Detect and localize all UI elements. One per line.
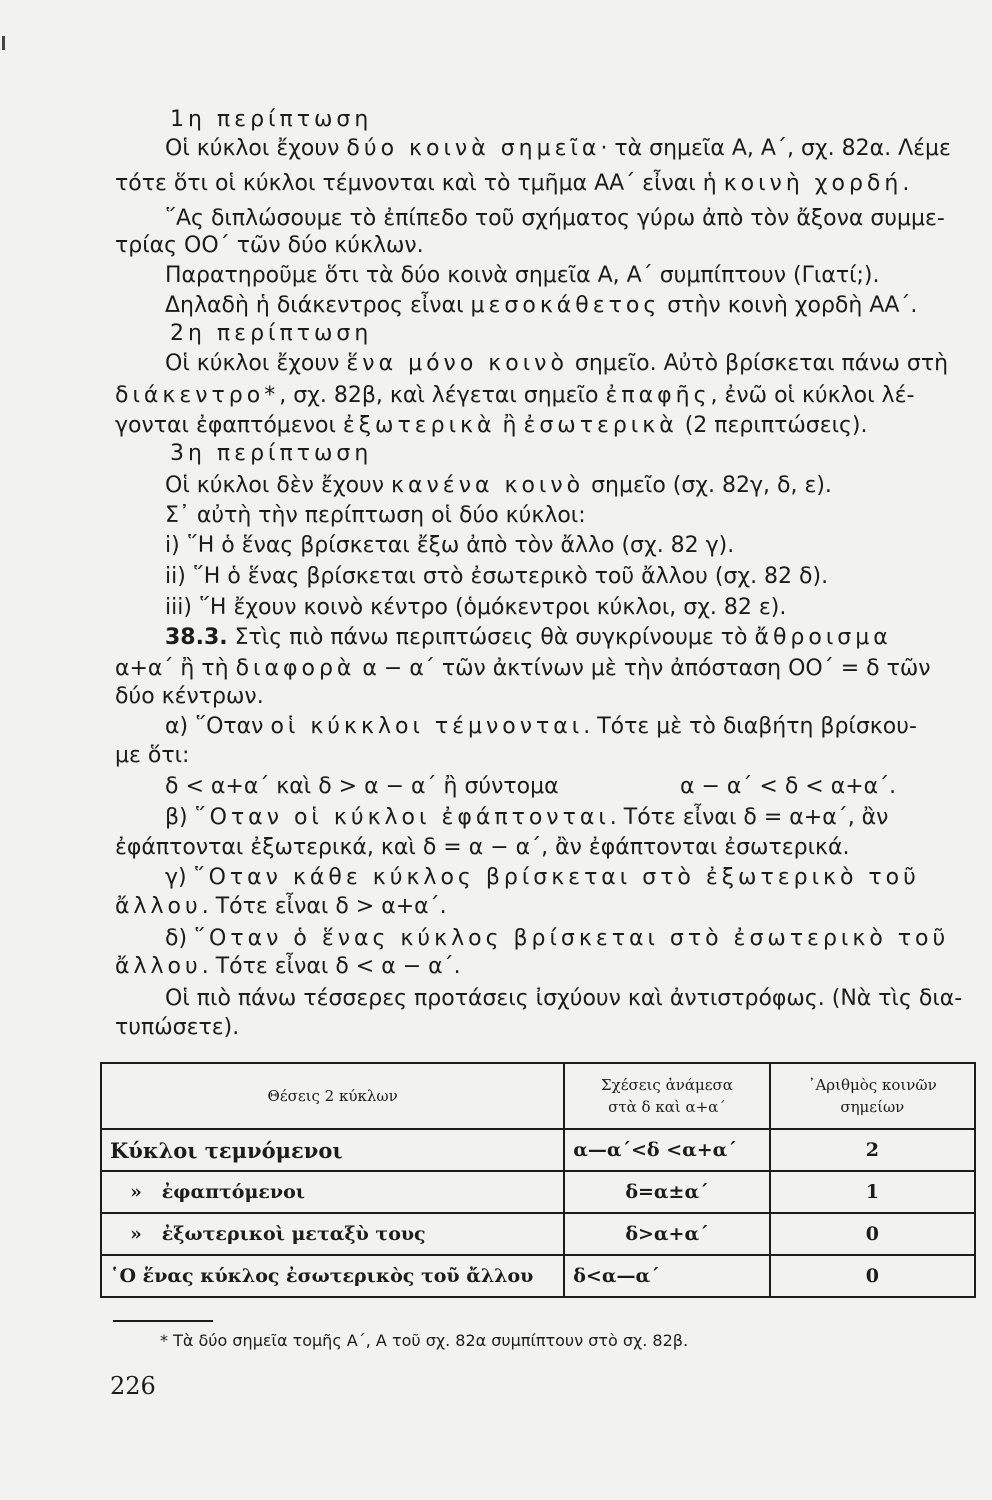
paragraph-line: Δηλαδὴ ἡ διάκεντρος εἶναι μεσοκάθετος στὴν κοινὴ χορδὴ ΑΑ΄. <box>165 293 918 318</box>
case-d: δ) ῞Οταν ὁ ἕνας κύκλος βρίσκεται στὸ ἐσωτερικὸ τοῦ <box>165 926 950 951</box>
case-b: β) ῞Οταν οἱ κύκλοι ἐφάπτονται. Τότε εἶναι δ = α+α΄, ἂν <box>165 805 889 830</box>
paragraph-line: διάκεντρο*, σχ. 82β, καὶ λέγεται σημεῖο ἐπαφῆς, ἐνῶ οἱ κύκλοι λέ- <box>115 383 915 408</box>
table-row <box>101 1213 975 1255</box>
row-relation: δ>α+α΄ <box>564 1213 769 1255</box>
list-item: i) ῞Η ὁ ἕνας βρίσκεται ἔξω ἀπὸ τὸν ἄλλο (σχ. 82 γ). <box>165 533 735 558</box>
list-item: iii) ῞Η ἔχουν κοινὸ κέντρο (ὁμόκεντροι κύκλοι, σχ. 82 ε). <box>165 595 787 620</box>
inequality-line: δ < α+α΄ καὶ δ > α − α΄ ἢ σύντομα α − α΄ < δ < α+α΄. <box>165 774 897 799</box>
row-count: 0 <box>770 1213 975 1255</box>
case-c: γ) ῞Οταν κάθε κύκλος βρίσκεται στὸ ἐξωτερικὸ τοῦ <box>165 865 920 890</box>
paragraph-line: τρίας ΟΟ΄ τῶν δύο κύκλων. <box>115 233 424 258</box>
table-header-row <box>101 1063 975 1129</box>
paragraph-line: γονται ἐφαπτόμενοι ἐξωτερικὰ ἢ ἐσωτερικὰ (2 περιπτώσεις). <box>115 413 868 438</box>
header-positions: Θέσεις 2 κύκλων <box>101 1063 564 1129</box>
paragraph-line: ἄλλου. Τότε εἶναι δ > α+α΄. <box>115 894 447 919</box>
header-relations: Σχέσεις ἀνάμεσα στὰ δ καὶ α+α΄ <box>564 1063 769 1129</box>
row-relation: δ<α—α΄ <box>564 1255 769 1297</box>
paragraph-line: τότε ὅτι οἱ κύκλοι τέμνονται καὶ τὸ τμῆμα ΑΑ΄ εἶναι ἡ κοινὴ χορδή. <box>115 171 910 196</box>
paragraph-line: Οἱ κύκλοι ἔχουν ἕνα μόνο κοινὸ σημεῖο. Αὐτὸ βρίσκεται πάνω στὴ <box>165 351 949 376</box>
paragraph-line: ῞Ας διπλώσουμε τὸ ἐπίπεδο τοῦ σχήματος γύρω ἀπὸ τὸν ἄξονα συμμε- <box>165 206 945 231</box>
paragraph-line: ἄλλου. Τότε εἶναι δ < α − α΄. <box>115 954 461 979</box>
table-row <box>101 1255 975 1297</box>
table-row <box>101 1129 975 1171</box>
row-position: » ἐξωτερικοὶ μεταξὺ τους <box>101 1213 564 1255</box>
row-relation: α—α΄<δ <α+α΄ <box>564 1129 769 1171</box>
paragraph-line: Παρατηροῦμε ὅτι τὰ δύο κοινὰ σημεῖα Α, Α΄ συμπίπτουν (Γιατί;). <box>165 263 880 288</box>
paragraph-line: Οἱ κύκλοι ἔχουν δύο κοινὰ σημεῖα· τὰ σημεῖα Α, Α΄, σχ. 82α. Λέμε <box>165 136 951 161</box>
case-a: α) ῞Οταν οἱ κύκκλοι τέμνονται. Τότε μὲ τὸ διαβήτη βρίσκου- <box>165 714 917 739</box>
table-row <box>101 1171 975 1213</box>
footnote: * Τὰ δύο σημεῖα τομῆς Α΄, Α τοῦ σχ. 82α συμπίπτουν στὸ σχ. 82β. <box>160 1331 689 1350</box>
list-item: ii) ῞Η ὁ ἕνας βρίσκεται στὸ ἐσωτερικὸ τοῦ ἄλλου (σχ. 82 δ). <box>165 564 829 589</box>
case-3-heading: 3η περίπτωση <box>170 441 373 466</box>
row-count: 0 <box>770 1255 975 1297</box>
section-38-3: 38.3. Στὶς πιὸ πάνω περιπτώσεις θὰ συγκρίνουμε τὸ ἄθροισμα <box>165 625 892 650</box>
row-position: Κύκλοι τεμνόμενοι <box>101 1129 564 1171</box>
margin-mark <box>2 36 5 50</box>
paragraph-line: δύο κέντρων. <box>115 684 264 709</box>
footnote-rule <box>113 1320 213 1322</box>
row-count: 2 <box>770 1129 975 1171</box>
case-1-heading: 1η περίπτωση <box>170 107 373 132</box>
header-common-points: ᾿Αριθμὸς κοινῶν σημείων <box>770 1063 975 1129</box>
paragraph-line: Οἱ πιὸ πάνω τέσσερες προτάσεις ἰσχύουν καὶ ἀντιστρόφως. (Νὰ τὶς δια- <box>165 986 963 1011</box>
circle-positions-table <box>100 1062 976 1298</box>
paragraph-line: Οἱ κύκλοι δὲν ἔχουν κανένα κοινὸ σημεῖο (σχ. 82γ, δ, ε). <box>165 473 832 498</box>
page-number: 226 <box>110 1372 156 1400</box>
row-count: 1 <box>770 1171 975 1213</box>
row-position: ῾Ο ἕνας κύκλος ἐσωτερικὸς τοῦ ἄλλου <box>101 1255 564 1297</box>
row-relation: δ=α±α΄ <box>564 1171 769 1213</box>
paragraph-line: ἐφάπτονται ἐξωτερικά, καὶ δ = α − α΄, ἂν ἐφάπτονται ἐσωτερικά. <box>115 835 850 860</box>
paragraph-line: με ὅτι: <box>115 743 190 768</box>
case-2-heading: 2η περίπτωση <box>170 321 373 346</box>
paragraph-line: Σ᾿ αὐτὴ τὴν περίπτωση οἱ δύο κύκλοι: <box>165 503 586 528</box>
paragraph-line: τυπώσετε). <box>115 1015 240 1040</box>
row-position: » ἐφαπτόμενοι <box>101 1171 564 1213</box>
paragraph-line: α+α΄ ἢ τὴ διαφορὰ α − α΄ τῶν ἀκτίνων μὲ τὴν ἀπόσταση ΟΟ΄ = δ τῶν <box>115 656 931 681</box>
